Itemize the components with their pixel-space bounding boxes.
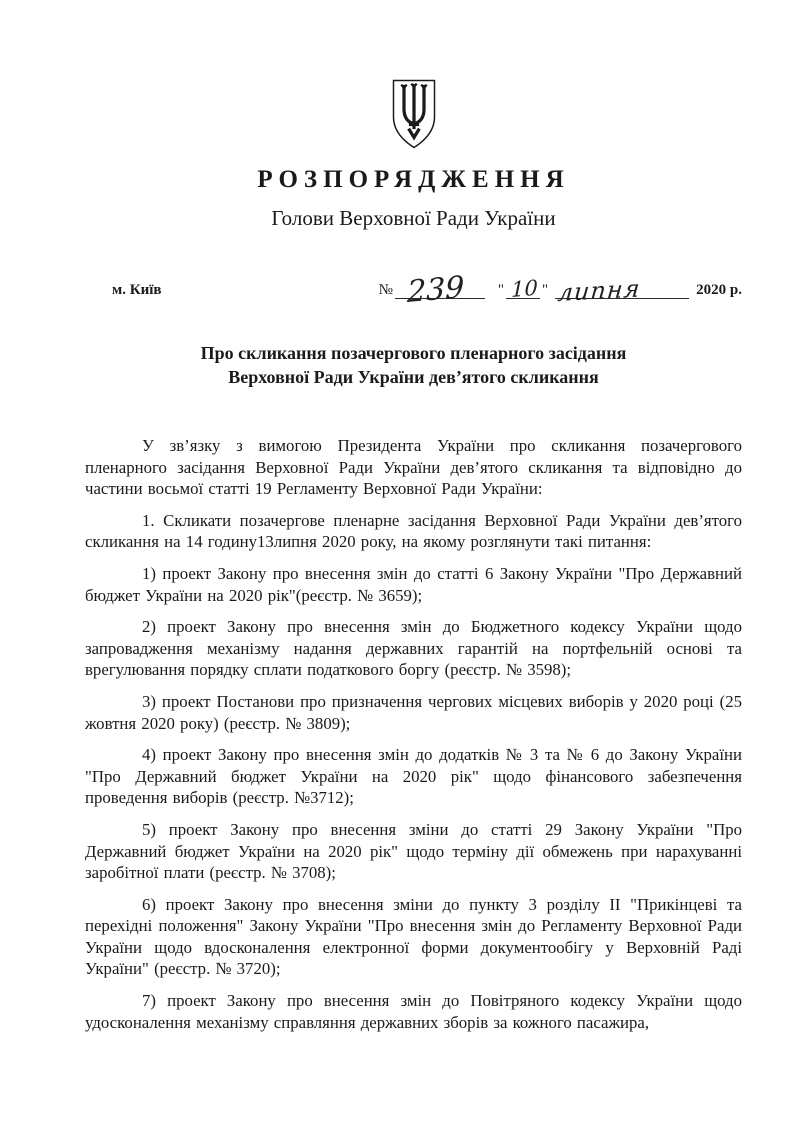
document-body	[85, 435, 742, 1033]
year-label: 2020 р.	[696, 282, 742, 298]
city-label: м. Київ	[112, 282, 162, 298]
number-date-group	[378, 269, 742, 311]
handwritten-number: 239	[406, 269, 465, 311]
body-paragraph: 1. Скликати позачергове пленарне засідання Верховної Ради України дев’ятого скликання на 14 годину13липня 2020 року, на якому розглянути такі питання:	[85, 510, 742, 552]
document-title-line1: Про скликання позачергового пленарного засідання	[200, 343, 627, 363]
body-paragraph: 3) проект Постанови про призначення чергових місцевих виборів у 2020 році (25 жовтня 2020 року) (реєстр. № 3809);	[85, 691, 742, 733]
dateline	[85, 265, 742, 311]
handwritten-day: 10	[510, 275, 539, 303]
day-close-quote: "	[542, 282, 549, 298]
body-paragraph: 5) проект Закону про внесення зміни до статті 29 Закону України "Про Державний бюджет України на 2020 рік" щодо терміну дії обмежень при нарахуванні заробітної плати (реєстр. № 3708);	[85, 819, 742, 883]
handwritten-month: липня	[556, 274, 642, 308]
body-paragraph: 4) проект Закону про внесення змін до додатків № 3 та № 6 до Закону України "Про Державний бюджет України на 2020 рік" щодо фінансового забезпечення проведення виборів (реєстр. №3712);	[85, 745, 742, 808]
body-paragraph: 1) проект Закону про внесення змін до статті 6 Закону України "Про Державний бюджет України на 2020 рік"(реєстр. № 3659);	[85, 563, 742, 605]
number-sign: №	[378, 282, 393, 298]
body-paragraph: 7) проект Закону про внесення змін до Повітряного кодексу України щодо удосконалення механізму справляння державних зборів за кожного пасажира,	[85, 991, 742, 1032]
document-title-line2: Верховної Ради України дев’ятого скликання	[228, 367, 599, 387]
body-paragraph: У зв’язку з вимогою Президента України про скликання позачергового пленарного засідання Верховної Ради України дев’ятого скликання та відповідно до частини восьмої статті 19 Регламенту Верховної Ради України:	[85, 436, 742, 499]
day-open-quote: "	[497, 282, 505, 298]
document-type-heading: РОЗПОРЯДЖЕННЯ	[257, 166, 570, 193]
document-title	[85, 341, 742, 389]
month-blank-line	[555, 274, 689, 308]
number-blank-line	[395, 269, 485, 311]
issuer-heading: Голови Верховної Ради України	[271, 206, 556, 230]
day-blank-line	[506, 275, 540, 303]
trident-icon	[389, 79, 439, 149]
body-paragraph: 2) проект Закону про внесення змін до Бюджетного кодексу України щодо запровадження механізму надання державних гарантій на портфельній основі та врегулювання порядку сплати податкового боргу (реєстр. № 3598);	[85, 617, 742, 680]
coat-of-arms-emblem	[389, 79, 439, 149]
body-paragraph: 6) проект Закону про внесення зміни до пункту 3 розділу II "Прикінцеві та перехідні положення" Закону України "Про внесення змін до Регламенту Верховної Ради України щодо вдосконалення електронної форми документообігу у Верховній Раді України" (реєстр. № 3720);	[85, 894, 742, 979]
